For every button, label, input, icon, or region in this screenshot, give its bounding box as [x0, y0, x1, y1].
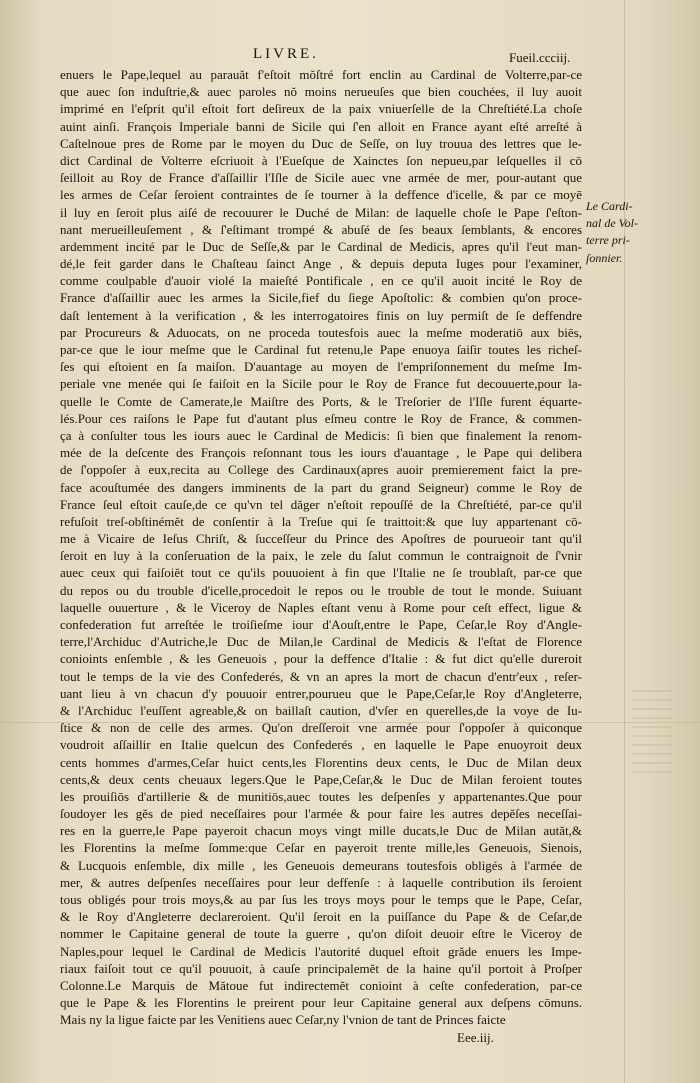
text-line: ſeroit en luy à la conſeruation de la paix, le zele du ſalut commun le contraignoit de ſ'vnir [60, 548, 582, 564]
text-line: face acouſtumée des dangers imminents de la part du grand Seigneur) comme le Roy de [60, 479, 582, 495]
text-line: auec ceux qui faiſoiĕt tout ce qu'ils pouuoient à fin que l'Italie ne ſe troublaſt, par-ce que [60, 565, 582, 581]
margin-note-line: terre pri- [586, 233, 630, 248]
text-line: Caſtelnoue pres de Rome par le moyen du Duc de Seſſe, on luy trouua des lettres que le- [60, 135, 582, 151]
text-line: ça à conſulter tous les iours auec le Cardinal de Medicis: ſi bien que finalement la renom- [60, 427, 582, 443]
text-line: nant merueilleuſement , & ſ'eſtimant trompé & abuſé de ſes beaux ſemblants, & encores [60, 221, 582, 237]
text-line: par Procureurs & Aduocats, on ne proceda toutesfois auec la meſme moderatiō aux biēs, [60, 324, 582, 340]
text-line: auint ainſi. François Imperiale banni de Sicile qui ſ'en alloit en France ayant eſté arreſté à [60, 118, 582, 134]
text-line: enuers le Pape,lequel au parauăt f'eſtoit mŏſtré fort enclin au Cardinal de Volterre,par-ce [60, 67, 582, 82]
text-line: periale vne menée qui ſe faiſoit en la Sicile pour le Roy de France fut decouuerte,pour la- [60, 376, 582, 392]
signature-mark: Eee.iij. [457, 1030, 494, 1045]
text-line: Colonne.Le Marquis de Mătoue fut indirectemĕt conioint à ceſte confederation, par-ce [60, 977, 582, 993]
text-line: quelle le Comte de Camerate,le Maiſtre des Ports, & le Treſorier de l'Iſle furent équarte- [60, 393, 582, 409]
text-line: ſeilloit au Roy de France d'aſſaillir l'Iſle de Sicile auec vne armée de mer, pour-autant que [60, 170, 582, 186]
text-line: terre,l'Archiduc d'Autriche,le Duc de Milan,le Cardinal de Medicis & l'eſtat de Florence [60, 634, 582, 650]
text-line: les Florentins la meſme ſomme:que Ceſar en payeroit trente mille,les Geneuois, Sienois, [60, 840, 582, 856]
text-line: cents hommes d'armes,Ceſar huict cents,les Florentins deux cents, le Duc de Milan deux [60, 754, 582, 770]
text-line: conioints enſemble , & les Geneuois , pour la deffence d'Italie : & fut dict qu'elle dureroit [60, 651, 582, 667]
text-line: imprimé en l'eſprit qu'il eſtoit fort deſireux de la paix vniuerſelle de la Chreſtiété.La choſe [60, 101, 582, 117]
text-line: laquelle ouuerture , & le Viceroy de Naples eſtant venu à Rome pour ceſt effect, ligue & [60, 599, 582, 615]
text-line: confederation fut arreſtée le troiſieſme iour d'Aouſt,entre le Pape, Ceſar,le Roy d'Angle- [60, 617, 582, 632]
text-line: dict Cardinal de Volterre eſcriuoit à l'Eueſque de Xainctes ſon nepueu,par leſquelles il cō [60, 152, 582, 168]
text-line: ſes qui eſtoient en ſa maiſon. D'auantage au moyen de l'empriſonnement du meſme Im- [60, 359, 582, 375]
text-line: mer, & autres deſpenſes neceſſaires pour leur deffenſe : à laquelle contribution ils ſeroient [60, 874, 582, 890]
text-line: riaux faiſoit tout ce qu'il pouuoit, à cauſe principalemĕt de la haine qu'il portoit à Proſper [60, 960, 582, 976]
text-line: mée de la deſcente des François reſonnant tous les iours d'auantage , le Pape qui delibera [60, 445, 582, 461]
show-through-text [632, 690, 672, 780]
text-line: refuſoit treſ-obſtinémĕt de conſentir à la Treſue qui ſe traittoit:& que luy appartenant cō- [60, 513, 582, 529]
text-line: ſtice & non de celle des armes. Qu'on dreſſeroit vne armée pour ſ'oppoſer à quiconque [60, 720, 582, 736]
text-line: les armes de Ceſar ſeroient contraintes de ſe tourner à la deffence d'icelle, & par ce moyē [60, 187, 582, 203]
text-line: comme coulpable d'auoir violé la maieſté Pontificale , en ce qu'il auoit incité le Roy de [60, 273, 582, 289]
margin-note-line: Le Cardi- [586, 199, 633, 213]
text-line: dé,le feit garder dans le Chaſteau ſainct Ange , & depuis deputa Iuges pour l'examiner, [60, 256, 582, 272]
text-line: Naples,pour lequel le Cardinal de Medicis l'autorité duquel eſtoit grăde enuers les Impe- [60, 943, 582, 959]
text-line: uant lieu à vn chacun d'y pouuoir entrer,pourueu que le Pape,Ceſar,le Roy d'Angleterre, [60, 685, 582, 701]
text-line: ardemment incité par le Duc de Seſſe,& par le Cardinal de Medicis, apres qu'il l'eut man- [60, 238, 582, 254]
text-line: lés.Pour ces raiſons le Pape fut d'autant plus eſmeu contre le Roy de France, & commen- [60, 410, 582, 426]
page-header [0, 44, 700, 68]
text-line: France d'aſſaillir auec les armes la Sicile,fief du ſiege Apoſtolic: & combien qu'on proce- [60, 290, 582, 306]
text-line: res en la guerre,le Pape payeroit chacun moys vingt mille ducats,le Duc de Milan autăt,& [60, 823, 582, 839]
text-line: de ſ'oppoſer à eux,recita au College des Cardinaux(apres auoir premierement faict la pre- [60, 462, 582, 478]
text-line: tous obligés pour trois moys,& au par ſus les troys moys pour le temps que le Pape, Ceſar, [60, 892, 582, 907]
body-text [60, 66, 582, 1029]
text-line: ſoudoyer les gĕs de pied neceſſaires pour l'armée & pour faire les autres depĕſes neceſſai- [60, 806, 582, 822]
margin-note [586, 198, 676, 267]
text-line: daſt lentement à la verification , & les interrogatoires finis on luy permiſt de ſe deffendre [60, 307, 582, 323]
text-line: que auec ſon induſtrie,& auec paroles nŏ moins nerueuſes que bien couchées, il luy auoit [60, 84, 582, 100]
text-line: me à Vicaire de Ieſus Chriſt, & ſucceſſeur du Prince des Apoſtres de pourueoir tant qu'il [60, 531, 582, 547]
folio-number: Fueil.ccciij. [509, 50, 571, 65]
running-head: LIVRE. [253, 46, 319, 62]
text-line: France ſeul eſtoit cauſe,de ce qu'vn tel dăger n'eſtoit repouſſé de la Chreſtiété, par-ce qu'il [60, 496, 582, 512]
text-line: nommer le Capitaine general de toute la guerre , qu'on diſoit deuoir eſtre le Viceroy de [60, 926, 582, 942]
text-line: Mais ny la ligue faicte par les Venitiens auec Ceſar,ny l'vnion de tant de Princes faicte [60, 1012, 506, 1028]
text-line: tout le temps de la vie des Confederés, & vn an apres la mort de chacun d'entr'eux , reſer- [60, 668, 582, 684]
text-line: les prouiſiōs d'artillerie & de munitiōs,auec toutes les deſpenſes y appartenantes.Que pour [60, 788, 582, 804]
text-line: & Lucquois enſemble, dix mille , les Geneuois demeurans toutesfois obligés à l'armée de [60, 857, 582, 873]
text-line: & le Roy d'Angleterre declareroient. Qu'il ſeroit en la puiſſance du Pape & de Ceſar,de [60, 909, 582, 925]
text-line: & l'Archiduc l'euſſent agreable,& on baillaſt caution, d'vſer en querelles,de la voye de Iu- [60, 702, 582, 718]
margin-note-line: nal de Vol- [586, 216, 638, 231]
text-line: du repos ou du trouble d'icelle,procedoit le repos ou le trouble de tout le monde. Suiuant [60, 582, 582, 598]
fold-line [624, 0, 625, 1083]
text-line: cents,& deux cents cheuaux legers.Que le Pape,Ceſar,& le Duc de Milan feroient toutes [60, 771, 582, 787]
text-line: voudroit aſſaillir en Italie quelcun des Confederés , en laquelle le Pape enuoyroit deux [60, 737, 582, 753]
text-line: il luy en ſeroit plus aiſé de recouurer le Duché de Milan: de laquelle choſe le Pape ſ'eſton- [60, 204, 582, 220]
margin-note-line: ſonnier. [586, 250, 623, 265]
text-line: que le Pape & les Florentins le preirent pour leur Capitaine general aux deſpens cōmuns. [60, 995, 582, 1011]
text-line: par-ce que le iour meſme que le Cardinal fut retenu,le Pape enuoya ſaiſir toutes les richeſ- [60, 342, 582, 357]
